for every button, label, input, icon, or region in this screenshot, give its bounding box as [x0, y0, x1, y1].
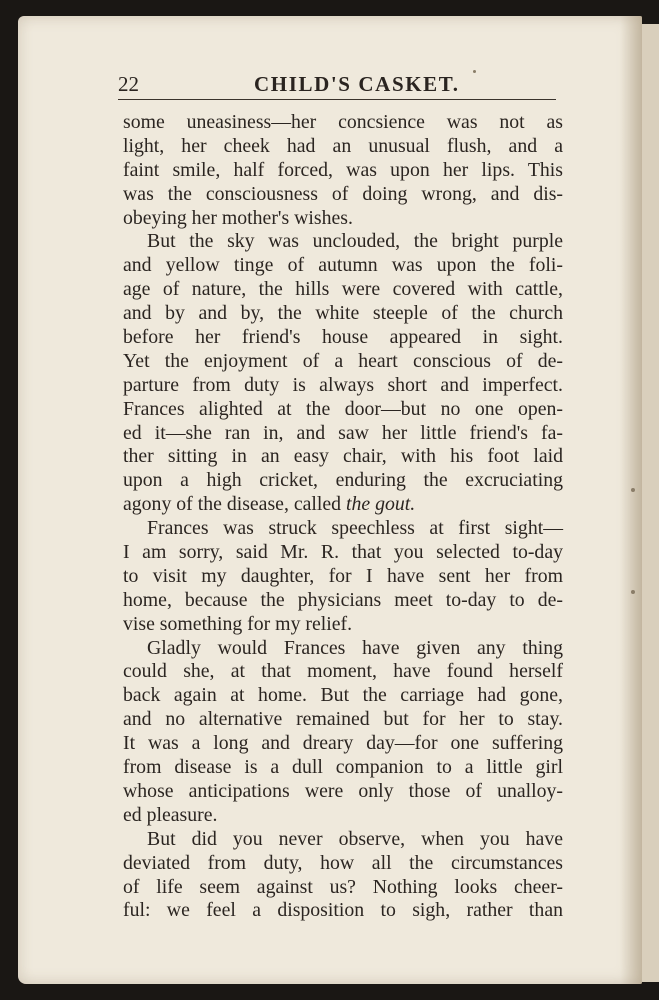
text-line-content: and no alternative remained but for her to stay.	[123, 708, 563, 731]
text-line	[123, 565, 563, 589]
text-line-content: parture from duty is always short and imperfect.	[123, 373, 563, 396]
text-line	[123, 111, 563, 135]
text-line	[123, 326, 563, 350]
text-line	[123, 589, 563, 613]
text-line-content: and by and by, the white steeple of the church	[123, 302, 563, 325]
text-line	[123, 541, 563, 565]
text-line	[123, 708, 563, 732]
body-text	[123, 111, 563, 923]
text-line	[123, 852, 563, 876]
text-line-content: ed pleasure.	[123, 803, 218, 826]
text-line-content: home, because the physicians meet to-day to de-	[123, 588, 563, 611]
text-line-content: I am sorry, said Mr. R. that you selected to-day	[123, 541, 563, 564]
text-line	[123, 756, 563, 780]
text-line-content: ther sitting in an easy chair, with his foot laid	[123, 445, 563, 468]
text-line-content: before her friend's house appeared in sight.	[123, 326, 563, 349]
text-line-content: obeying her mother's wishes.	[123, 206, 353, 229]
text-line	[123, 876, 563, 900]
text-line-content: ed it—she ran in, and saw her little friend's fa-	[123, 421, 563, 444]
page-number: 22	[118, 72, 139, 96]
text-line-content: Frances was struck speechless at first sight—	[147, 517, 563, 540]
italic-phrase: the gout.	[346, 493, 416, 516]
text-line-content: It was a long and dreary day—for one suffering	[123, 732, 563, 755]
text-line	[123, 637, 563, 661]
text-line	[123, 684, 563, 708]
text-line	[123, 398, 563, 422]
text-line	[123, 780, 563, 804]
paper-speck	[473, 70, 476, 73]
text-line	[123, 254, 563, 278]
text-line	[123, 350, 563, 374]
text-line-content: Gladly would Frances have given any thing	[147, 636, 563, 659]
text-line-content: could she, at that moment, have found herself	[123, 660, 563, 683]
text-line-content: to visit my daughter, for I have sent her from	[123, 564, 563, 587]
text-line	[123, 804, 563, 828]
text-line	[123, 278, 563, 302]
text-line	[123, 899, 563, 923]
text-line	[123, 445, 563, 469]
text-line	[123, 493, 563, 517]
text-line	[123, 469, 563, 493]
text-line-content: But the sky was unclouded, the bright purple	[147, 230, 563, 253]
text-line	[123, 183, 563, 207]
text-line	[123, 660, 563, 684]
margin-mark	[631, 590, 635, 594]
header-rule	[118, 99, 556, 100]
running-header	[118, 70, 558, 100]
text-line-content: age of nature, the hills were covered with cattle,	[123, 278, 563, 301]
text-line-content: faint smile, half forced, was upon her lips. This	[123, 158, 563, 181]
text-line-content: upon a high cricket, enduring the excruciating	[123, 469, 563, 492]
text-line	[123, 732, 563, 756]
text-line-content: some uneasiness—her concsience was not as	[123, 111, 563, 133]
text-line-content: whose anticipations were only those of unalloy-	[123, 779, 563, 802]
text-line	[123, 302, 563, 326]
text-line	[123, 159, 563, 183]
text-line-content: of life seem against us? Nothing looks cheer-	[123, 875, 563, 898]
text-line-content: light, her cheek had an unusual flush, and a	[123, 134, 563, 157]
text-line-content: back again at home. But the carriage had gone,	[123, 684, 563, 707]
text-line-content: ful: we feel a disposition to sigh, rather than	[123, 899, 563, 922]
text-line	[123, 828, 563, 852]
text-line	[123, 135, 563, 159]
text-line	[123, 207, 563, 231]
text-line-content: agony of the disease, called	[123, 493, 347, 516]
text-line-content: Frances alighted at the door—but no one open-	[123, 397, 563, 420]
spine-shadow	[620, 16, 642, 984]
text-line-content: deviated from duty, how all the circumstances	[123, 851, 563, 874]
text-line-content: from disease is a dull companion to a little girl	[123, 756, 563, 779]
text-line-content: Yet the enjoyment of a heart conscious of de-	[123, 349, 563, 372]
text-line-content: But did you never observe, when you have	[147, 827, 563, 850]
text-line	[123, 517, 563, 541]
text-line	[123, 422, 563, 446]
text-line-content: was the consciousness of doing wrong, and dis-	[123, 182, 563, 205]
margin-mark	[631, 488, 635, 492]
text-line	[123, 613, 563, 637]
text-line	[123, 374, 563, 398]
text-line	[123, 230, 563, 254]
running-title: CHILD'S CASKET.	[254, 72, 460, 96]
text-line-content: and yellow tinge of autumn was upon the foli-	[123, 254, 563, 277]
text-line-content: vise something for my relief.	[123, 612, 353, 635]
